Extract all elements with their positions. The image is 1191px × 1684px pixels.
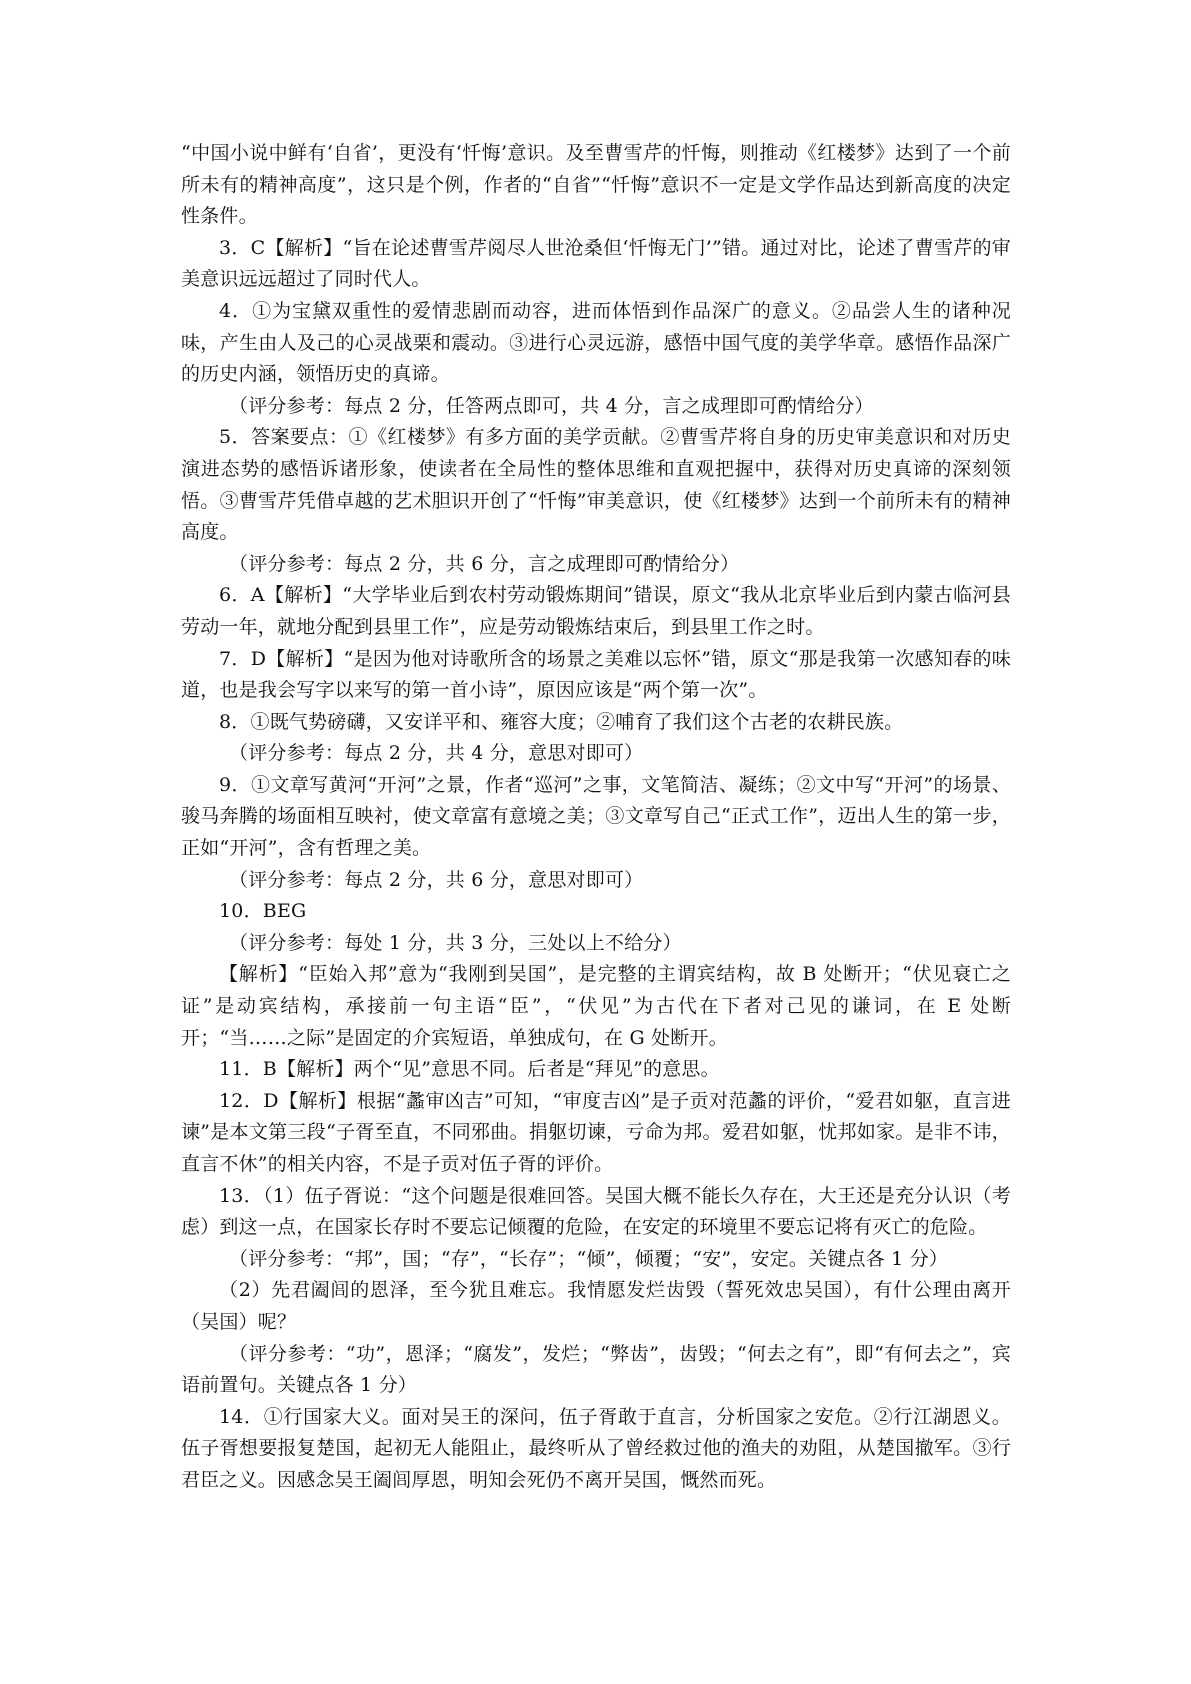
answer-4: 4．①为宝黛双重性的爱情悲剧而动容，进而体悟到作品深广的意义。②品尝人生的诸种况味，产生由人及己的心灵战栗和震动。③进行心灵远游，感悟中国气度的美学华章。感悟作品深广的历史内涵，领悟历史的真谛。 (181, 299, 1011, 386)
scoring-note-13-1: （评分参考：“邦”，国；“存”，“长存”；“倾”，倾覆；“安”，安定。关键点各 1 分） (229, 1247, 949, 1270)
answer-13-2: （2）先君阖闾的恩泽，至今犹且难忘。我情愿发烂齿毁（誓死效忠吴国），有什公理由离开（吴国）呢？ (181, 1279, 1011, 1333)
analysis-10: 【解析】“臣始入邦”意为“我刚到吴国”，是完整的主谓宾结构，故 B 处断开；“伏见衰亡之证”是动宾结构，承接前一句主语“臣”，“伏见”为古代在下者对己见的谦词，在 E 处断开；“当……之际”是固定的介宾短语，单独成句，在 G 处断开。 (181, 963, 1011, 1049)
answer-13-1: 13．（1）伍子胥说：“这个问题是很难回答。吴国大概不能长久存在，大王还是充分认识（考虑）到这一点，在国家长存时不要忘记倾覆的危险，在安定的环境里不要忘记将有灭亡的危险。 (181, 1184, 1011, 1239)
answer-11: 11．B【解析】两个“见”意思不同。后者是“拜见”的意思。 (219, 1058, 720, 1081)
answer-6: 6．A【解析】“大学毕业后到农村劳动锻炼期间”错误，原文“我从北京毕业后到内蒙古临河县劳动一年，就地分配到县里工作”，应是劳动锻炼结束后，到县里工作之时。 (181, 584, 1011, 638)
answer-8: 8．①既气势磅礴，又安详平和、雍容大度；②哺育了我们这个古老的农耕民族。 (219, 710, 904, 733)
paragraph-continuation: “中国小说中鲜有‘自省’，更没有‘忏悔’意识。及至曹雪芹的忏悔，则推动《红楼梦》达到了一个前所未有的精神高度”，这只是个例，作者的“自省”“忏悔”意识不一定是文学作品达到新高度的决定性条件。 (181, 142, 1011, 228)
answer-7: 7．D【解析】“是因为他对诗歌所含的场景之美难以忘怀”错，原文“那是我第一次感知春的味道，也是我会写字以来写的第一首小诗”，原因应该是“两个第一次”。 (181, 647, 1011, 702)
answer-9: 9．①文章写黄河“开河”之景，作者“巡河”之事，文笔简洁、凝练；②文中写“开河”的场景、骏马奔腾的场面相互映衬，使文章富有意境之美；③文章写自己“正式工作”，迈出人生的第一步，正如“开河”，含有哲理之美。 (181, 773, 1011, 860)
answer-key-page (181, 138, 1011, 1497)
answer-3: 3．C【解析】“旨在论述曹雪芹阅尽人世沧桑但‘忏悔无门’”错。通过对比，论述了曹雪芹的审美意识远远超过了同时代人。 (181, 236, 1011, 291)
scoring-note-10: （评分参考：每处 1 分，共 3 分，三处以上不给分） (229, 931, 682, 954)
answer-14: 14．①行国家大义。面对吴王的深问，伍子胥敢于直言，分析国家之安危。②行江湖恩义。伍子胥想要报复楚国，起初无人能阻止，最终听从了曾经救过他的渔夫的劝阻，从楚国撤军。③行君臣之义。因感念吴王阖闾厚恩，明知会死仍不离开吴国，慨然而死。 (181, 1405, 1011, 1491)
scoring-note-13-2: （评分参考：“功”，恩泽；“腐发”，发烂；“弊齿”，齿毁；“何去之有”，即“有何去之”，宾语前置句。关键点各 1 分） (181, 1342, 1011, 1397)
answer-5: 5．答案要点：①《红楼梦》有多方面的美学贡献。②曹雪芹将自身的历史审美意识和对历史演进态势的感悟诉诸形象，使读者在全局性的整体思维和直观把握中，获得对历史真谛的深刻领悟。③曹雪芹凭借卓越的艺术胆识开创了“忏悔”审美意识，使《红楼梦》达到一个前所未有的精神高度。 (181, 426, 1011, 544)
scoring-note-5: （评分参考：每点 2 分，共 6 分，言之成理即可酌情给分） (229, 552, 740, 575)
scoring-note-4: （评分参考：每点 2 分，任答两点即可，共 4 分，言之成理即可酌情给分） (229, 394, 874, 417)
scoring-note-9: （评分参考：每点 2 分，共 6 分，意思对即可） (229, 868, 644, 891)
answer-12: 12．D【解析】根据“蠡审凶吉”可知，“审度吉凶”是子贡对范蠡的评价，“爱君如躯，直言进谏”是本文第三段“子胥至直，不同邪曲。捐躯切谏，亏命为邦。爱君如躯，忧邦如家。是非不讳，直言不休”的相关内容，不是子贡对伍子胥的评价。 (181, 1089, 1011, 1175)
answer-10: 10．BEG (219, 900, 307, 923)
scoring-note-8: （评分参考：每点 2 分，共 4 分，意思对即可） (229, 742, 644, 765)
